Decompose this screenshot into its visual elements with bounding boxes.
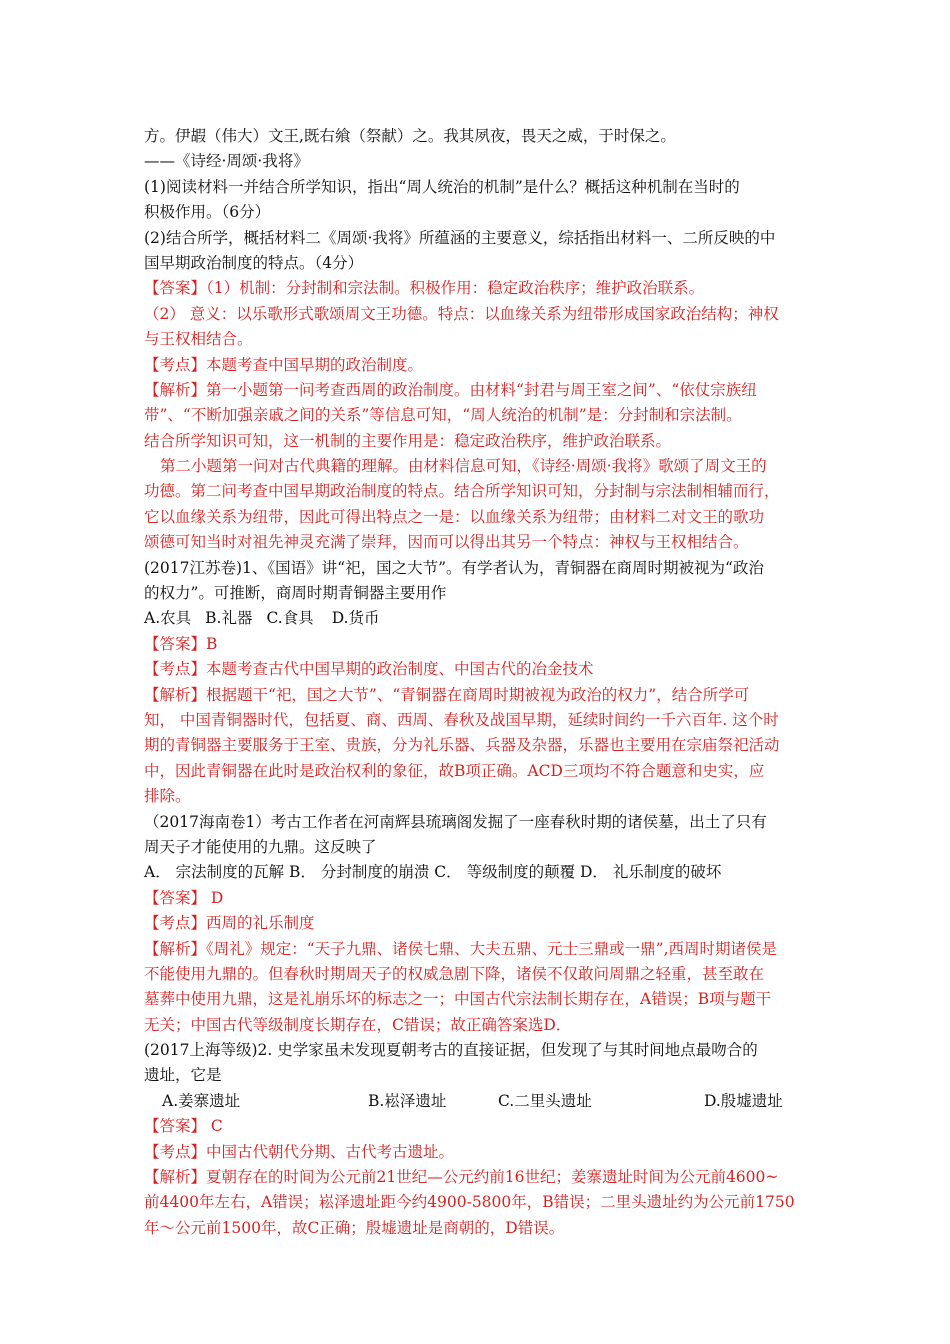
text-line: 【答案】（1）机制：分封制和宗法制。积极作用：稳定政治秩序；维护政治联系。	[144, 279, 705, 298]
text-line: 【考点】本题考查中国早期的政治制度。	[144, 355, 424, 374]
text-line: 【答案】B	[144, 634, 218, 653]
text-line: 第二小题第一问对古代典籍的理解。由材料信息可知，《诗经·周颂·我将》歌颂了周文王的	[160, 457, 767, 476]
text-line: 与王权相结合。	[144, 330, 253, 349]
text-line: 知， 中国青铜器时代，包括夏、商、西周、春秋及战国早期，延续时间约一千六百年. 这个时	[144, 710, 779, 729]
text-line: (2017上海等级)2. 史学家虽未发现夏朝考古的直接证据，但发现了与其时间地点最吻合的	[144, 1041, 758, 1060]
text-line: 功德。第二问考查中国早期政治制度的特点。结合所学知识可知，分封制与宗法制相辅而行，	[144, 482, 780, 501]
text-line: 的权力”。可推断，商周时期青铜器主要用作	[144, 584, 447, 603]
option-a: A.农具	[144, 609, 192, 628]
option-a: A.姜寨遗址	[162, 1091, 241, 1110]
text-line: 期的青铜器主要服务于王室、贵族，分为礼乐器、兵器及杂器，乐器也主要用在宗庙祭祀活动	[144, 736, 780, 755]
text-block-2	[144, 632, 812, 1089]
text-line: 它以血缘关系为纽带，因此可得出特点之一是：以血缘关系为纽带；由材料二对文王的歌功	[144, 507, 765, 526]
text-line: (2017江苏卷)1、《国语》讲“祀，国之大节”。有学者认为，青铜器在商周时期被视为“政治	[144, 558, 764, 577]
text-line: 中，因此青铜器在此时是政治权利的象征，故B项正确。ACD三项均不符合题意和史实，应	[144, 761, 765, 780]
text-line: 【答案】 C	[144, 1117, 223, 1136]
option-d: D.货币	[331, 609, 380, 628]
text-line: 【考点】西周的礼乐制度	[144, 914, 315, 933]
text-line: 结合所学知识可知，这一机制的主要作用是：稳定政治秩序，维护政治联系。	[144, 431, 672, 450]
text-block-3	[144, 1114, 812, 1241]
text-line: A． 宗法制度的瓦解 B． 分封制度的崩溃 C． 等级制度的颠覆 D． 礼乐制度的破坏	[144, 863, 722, 882]
text-line: 前4400年左右，A错误；崧泽遗址距今约4900-5800年，B错误；二里头遗址约为公元前1750	[144, 1193, 795, 1212]
text-line: 【解析】夏朝存在的时间为公元前21世纪—公元约前16世纪；姜寨遗址时间为公元前4600~	[144, 1168, 779, 1187]
text-line: (1)阅读材料一并结合所学知识，指出“周人统治的机制”是什么？概括这种机制在当时的	[144, 177, 740, 196]
text-line: 方。伊嘏（伟大）文王,既右飨（祭献）之。我其夙夜，畏天之威，于时保之。	[144, 127, 676, 145]
option-c: C.二里头遗址	[498, 1091, 592, 1110]
text-line: ——《诗经·周颂·我将》	[144, 152, 309, 171]
document-page	[144, 124, 812, 1241]
text-line: 【答案】 D	[144, 888, 224, 907]
text-line: 排除。	[144, 787, 191, 806]
question-options-bronze	[144, 606, 812, 631]
option-d: D.殷墟遗址	[704, 1091, 783, 1110]
text-line: 周天子才能使用的九鼎。这反映了	[144, 837, 377, 856]
text-line: 【考点】中国古代朝代分期、古代考古遗址。	[144, 1142, 455, 1161]
text-line: 无关；中国古代等级制度长期存在，C错误；故正确答案选D．	[144, 1015, 572, 1034]
text-line: 颂德可知当时对祖先神灵充满了崇拜，因而可以得出其另一个特点：神权与王权相结合。	[144, 533, 749, 552]
option-b: B.崧泽遗址	[368, 1091, 447, 1110]
text-line: 【解析】《周礼》规定：“天子九鼎、诸侯七鼎、大夫五鼎、元士三鼎或一鼎”,西周时期诸侯是	[144, 939, 778, 958]
text-line: 积极作用。（6分）	[144, 203, 271, 222]
option-c: C.食具	[266, 609, 314, 628]
text-line: 【考点】本题考查古代中国早期的政治制度、中国古代的冶金技术	[144, 660, 594, 679]
text-line: 【解析】第一小题第一问考查西周的政治制度。由材料“封君与周王室之间”、“依仗宗族纽	[144, 380, 757, 399]
text-line: 遗址，它是	[144, 1066, 222, 1085]
option-b: B.礼器	[205, 609, 253, 628]
text-line: （2017海南卷1）考古工作者在河南辉县琉璃阁发掘了一座春秋时期的诸侯墓，出土了只有	[144, 812, 767, 831]
text-line: 不能使用九鼎的。但春秋时期周天子的权威急剧下降，诸侯不仅敢问周鼎之轻重，甚至敢在	[144, 964, 765, 983]
question-options-sites	[144, 1089, 812, 1114]
text-line: (2)结合所学，概括材料二《周颂·我将》所蕴涵的主要意义，综括指出材料一、二所反映的中	[144, 228, 776, 247]
text-block-1	[144, 124, 812, 606]
text-line: 带”、“不断加强亲戚之间的关系”等信息可知，“周人统治的机制”是：分封制和宗法制。	[144, 406, 742, 425]
text-line: 墓葬中使用九鼎，这是礼崩乐坏的标志之一；中国古代宗法制长期存在，A错误；B项与题干	[144, 990, 772, 1009]
text-line: 年～公元前1500年，故C正确；殷墟遗址是商朝的，D错误。	[144, 1218, 565, 1237]
text-line: 国早期政治制度的特点。（4分）	[144, 253, 364, 272]
text-line: 【解析】根据题干“祀，国之大节”、“青铜器在商周时期被视为政治的权力”，结合所学可	[144, 685, 750, 704]
text-line: （2） 意义：以乐歌形式歌颂周文王功德。特点：以血缘关系为纽带形成国家政治结构；神权	[144, 304, 779, 323]
